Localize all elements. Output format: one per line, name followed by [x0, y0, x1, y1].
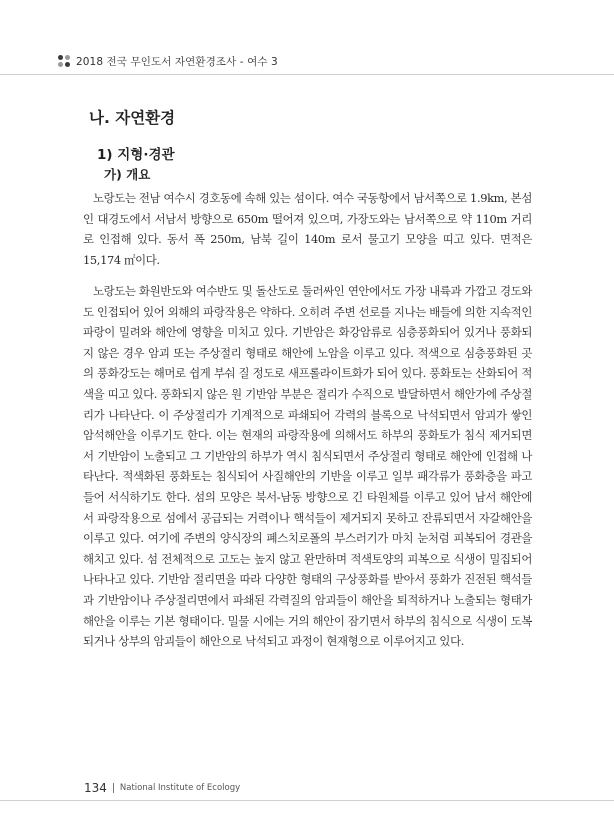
- header-dots-icon: [58, 55, 70, 67]
- subsubsection-heading: 가) 개요: [104, 167, 151, 182]
- section-heading: 나. 자연환경: [89, 109, 176, 127]
- header-divider: [0, 74, 614, 75]
- page-number: 134: [84, 781, 107, 795]
- body-paragraph-geology: 노랑도는 화원반도와 여수반도 및 돌산도로 둘러싸인 연안에서도 가장 내륙과 가깝고 경도와도 인접되어 있어 외해의 파랑작용은 약하다. 오히려 주변 선로를 지나는 배들에 의한 지속적인 파랑이 밀려와 해안에 영향을 미치고 있다. 기반암은 화강암류로 심층풍화되어 있거나 풍화되지 않은 경우 암괴 또는 주상절리 형태로 해안에 노암을 이루고 있다. 적색으로 심층풍화된 곳의 풍화강도는 해머로 쉽게 부숴 질 정도로 새프롤라이트화가 되어 있다. 풍화토는 산화되어 적색을 띠고 있다. 풍화되지 않은 원 기반암 부분은 절리가 수직으로 발달하면서 해안가에 주상절리가 나타난다. 이 주상절리가 기계적으로 파쇄되어 각력의 블록으로 낙석되면서 암괴가 쌓인 암석해안을 이루기도 한다. 이는 현재의 파랑작용에 의해서도 하부의 풍화토가 침식 제거되면서 기반암이 노출되고 그 기반암의 하부가 역시 침식되면서 주상절리 형태로 해안에 인접해 나타난다. 적색화된 풍화토는 침식되어 사질해안의 기반을 이루고 일부 패각류가 풍화층을 파고 들어 서식하기도 한다. 섬의 모양은 북서-남동 방향으로 긴 타원체를 이루고 있어 남서 해안에서 파랑작용으로 섬에서 공급되는 거력이나 핵석들이 제거되지 못하고 잔류되면서 자갈해안을 이루고 있다. 여기에 주변의 양식장의 폐스치로폴의 부스러기가 마치 눈처럼 피복되어 경관을 해치고 있다. 섬 전체적으로 고도는 높지 않고 완만하며 적색토양의 피복으로 식생이 밀집되어 나타나고 있다. 기반암 절리면을 따라 다양한 형태의 구상풍화를 받아서 풍화가 진전된 핵석들과 기반암이나 주상절리면에서 파쇄된 각력질의 암괴들이 해안을 퇴적하거나 노출되는 형태가 해안을 이루는 기본 형태이다. 밀물 시에는 거의 해안이 잠기면서 하부의 침식으로 식생이 도복되거나 상부의 암괴들이 해안으로 낙석되고 과정이 현재형으로 이루어지고 있다.: [83, 284, 532, 649]
- footer-organization: National Institute of Ecology: [119, 783, 241, 793]
- footer-divider: [0, 800, 614, 801]
- subsection-heading: 1) 지형·경관: [97, 147, 175, 163]
- running-header: [58, 50, 558, 72]
- page-footer: [84, 779, 240, 797]
- footer-separator: [113, 783, 114, 793]
- body-paragraph-overview: 노랑도는 전남 여수시 경호동에 속해 있는 섬이다. 여수 국동항에서 남서쪽으로 1.9km, 본섬인 대경도에서 서남서 방향으로 650m 떨어져 있으며, 가장도와는 남서쪽으로 약 110m 거리로 인접해 있다. 동서 폭 250m, 남북 길이 140m 로서 물고기 모양을 띠고 있다. 면적은 15,174 ㎡이다.: [83, 191, 532, 267]
- header-title: 2018 전국 무인도서 자연환경조사 - 여수 3: [76, 55, 278, 68]
